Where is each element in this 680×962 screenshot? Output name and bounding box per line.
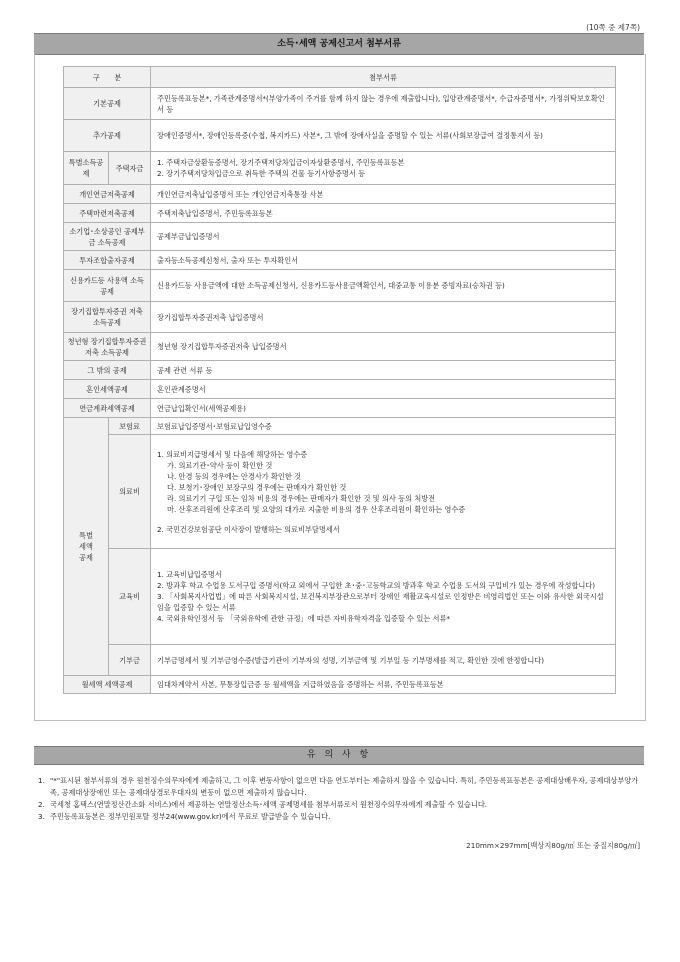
table-header-row	[64, 67, 616, 88]
table-row	[64, 185, 616, 204]
row-label-basic: 기본공제	[64, 88, 151, 120]
table-row	[64, 333, 616, 361]
table-row	[64, 418, 616, 435]
row-label-education: 교육비	[109, 549, 151, 645]
form-title: 소득･세액 공제신고서 첨부서류	[34, 33, 644, 55]
row-label-housing-savings: 주택마련저축공제	[64, 204, 151, 223]
table-row	[64, 676, 616, 694]
row-docs-basic: 주민등록표등본*, 가족관계증명서*(부양가족이 주거를 함께 하지 않는 경우에 제출합니다), 입양관계증명서*, 수급자증명서*, 가정위탁보호확인서 등	[151, 88, 616, 120]
group-special-tax: 특별 세액 공제	[64, 418, 109, 676]
row-label-pension-savings: 개인연금저축공제	[64, 185, 151, 204]
table-row	[64, 399, 616, 418]
table-row	[64, 270, 616, 302]
table-row	[64, 380, 616, 399]
row-docs-housing-fund: 1. 주택자금상환등증명서, 장기주택저당차입금이자상환증명서, 주민등록표등본 2. 장기주택저당차입금으로 취득한 주택의 건물 등기사항증명서 등	[151, 152, 616, 185]
header-docs: 첨부서류	[151, 67, 616, 88]
row-docs-investment: 출자등소득공제신청서, 출자 또는 투자확인서	[151, 251, 616, 270]
row-label-investment: 투자조합출자공제	[64, 251, 151, 270]
table-row	[64, 435, 616, 549]
row-label-youth-fund: 청년형 장기집합투자증권저축 소득공제	[64, 333, 151, 361]
row-docs-additional: 장애인증명서*, 장애인등록증(수첩, 복지카드) 사본*, 그 밖에 장애사실을 증명할 수 있는 서류(사회보장급여 결정통지서 등)	[151, 120, 616, 152]
row-label-marriage: 혼인세액공제	[64, 380, 151, 399]
row-docs-credit-card: 신용카드등 사용금액에 대한 소득공제신청서, 신용카드등사용금액확인서, 대중교통 이용분 증빙자료(승차권 등)	[151, 270, 616, 302]
row-label-donation: 기부금	[109, 645, 151, 676]
row-label-pension-account: 연금계좌세액공제	[64, 399, 151, 418]
header-category: 구 분	[64, 67, 151, 88]
row-docs-donation: 기부금명세서 및 기부금영수증(발급기관이 기부자의 성명, 기부금액 및 기부일 등 기부명세를 적고, 확인한 것에 한정합니다)	[151, 645, 616, 676]
row-docs-rent: 임대차계약서 사본, 무통장입금증 등 월세액을 지급하였음을 증명하는 서류, 주민등록표등본	[151, 676, 616, 694]
table-row	[64, 223, 616, 251]
row-docs-youth-fund: 청년형 장기집합투자증권저축 납입증명서	[151, 333, 616, 361]
row-docs-other: 공제 관련 서류 등	[151, 361, 616, 380]
row-label-credit-card: 신용카드등 사용액 소득공제	[64, 270, 151, 302]
page-number: (10쪽 중 제7쪽)	[586, 23, 640, 32]
row-label-rent: 월세액 세액공제	[64, 676, 151, 694]
notice-title: 유 의 사 항	[34, 746, 644, 765]
row-docs-small-business: 공제부금납입증명서	[151, 223, 616, 251]
table-row	[64, 302, 616, 333]
row-docs-education: 1. 교육비납입증명서 2. 방과후 학교 수업용 도서구입 증명서(학교 외에서 구입한 초･중･고등학교의 방과후 학교 수업용 도서의 구입비가 있는 경우에 작성합니다) 3. 「사회복지사업법」에 따른 사회복지시설, 보건복지부장관으로부터 장애인 재활교육시설로 인정받은 비영리법인 또는 이와 유사한 외국시설임을 입증할 수 있는 서류 4. 국외유학인정서 등 「국외유학에 관한 규정」에 따른 자비유학자격을 입증할 수 있는 서류*	[151, 549, 616, 645]
table-row	[64, 88, 616, 120]
row-docs-housing-savings: 주택저축납입증명서, 주민등록표등본	[151, 204, 616, 223]
attachments-table	[63, 66, 616, 694]
row-label-medical: 의료비	[109, 435, 151, 549]
row-label-other: 그 밖의 공제	[64, 361, 151, 380]
table-row	[64, 204, 616, 223]
table-row	[64, 361, 616, 380]
row-label-small-business: 소기업･소상공인 공제부금 소득공제	[64, 223, 151, 251]
table-row	[64, 645, 616, 676]
group-special-income: 특별소득공제	[64, 152, 109, 185]
row-docs-long-term-fund: 장기집합투자증권저축 납입증명서	[151, 302, 616, 333]
table-row	[64, 152, 616, 185]
row-label-housing-fund: 주택자금	[109, 152, 151, 185]
table-row	[64, 549, 616, 645]
notice-list	[38, 775, 642, 823]
list-item: 1. "*"표시된 첨부서류의 경우 원천징수의무자에게 제출하고, 그 이후 변동사항이 없으면 다음 연도부터는 제출하지 않을 수 있습니다. 특히, 주민등록표등본은 공제대상배우자, 공제대상부양가족, 공제대상장애인 또는 공제대상경로우대자의 변동이 없으면 제출하지 않습니다.	[38, 776, 639, 797]
list-item: 3. 주민등록표등본은 정부민원포탈 정부24(www.gov.kr)에서 무료로 발급받을 수 있습니다.	[38, 812, 331, 821]
row-label-insurance: 보험료	[109, 418, 151, 435]
row-docs-pension-savings: 개인연금저축납입증명서 또는 개인연금저축통장 사본	[151, 185, 616, 204]
row-label-additional: 추가공제	[64, 120, 151, 152]
table-row	[64, 120, 616, 152]
row-docs-medical: 1. 의료비지급명세서 및 다음에 해당하는 영수증 가. 의료기관･약사 등이 확인한 것 나. 안경 등의 경우에는 안경사가 확인한 것 다. 보청기･장애인 보장구의 경우에는 판매자가 확인한 것 라. 의료기기 구입 또는 임차 비용의 경우에는 판매자가 확인한 것 및 의사 등의 처방전 마. 산후조리원에 산후조리 및 요양의 대가로 지출한 비용의 경우 산후조리원이 확인하는 영수증 2. 국민건강보험공단 이사장이 발행하는 의료비부담명세서	[151, 435, 616, 549]
paper-spec: 210mm×297mm[백상지80g/㎡ 또는 중질지80g/㎡]	[466, 841, 640, 850]
table-row	[64, 251, 616, 270]
row-docs-marriage: 혼인관계증명서	[151, 380, 616, 399]
row-docs-pension-account: 연금납입확인서(세액공제용)	[151, 399, 616, 418]
list-item: 2. 국세청 홈택스(연말정산간소화 서비스)에서 제공하는 연말정산소득･세액 공제명세를 첨부서류로서 원천징수의무자에게 제출할 수 있습니다.	[38, 800, 488, 809]
row-docs-insurance: 보험료납입증명서･보험료납입영수증	[151, 418, 616, 435]
row-label-long-term-fund: 장기집합투자증권 저축 소득공제	[64, 302, 151, 333]
